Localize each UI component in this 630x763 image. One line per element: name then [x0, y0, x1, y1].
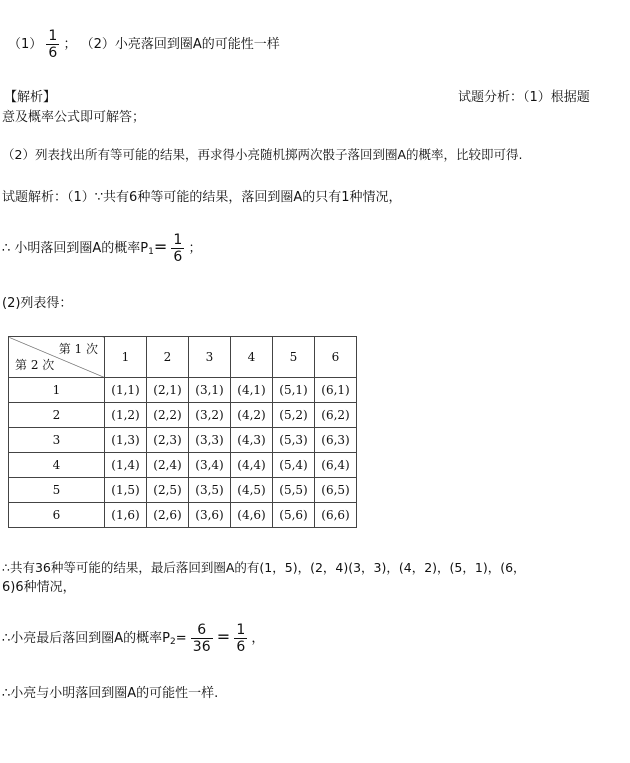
solution-p2-line	[2, 622, 264, 655]
row-label: 5	[9, 478, 105, 503]
table-cell: (2,5)	[147, 478, 189, 503]
table-cell: (1,5)	[105, 478, 147, 503]
table-row	[9, 428, 357, 453]
table-cell: (4,2)	[231, 403, 273, 428]
table-cell: (1,3)	[105, 428, 147, 453]
table-cell: (6,3)	[315, 428, 357, 453]
col-header-1: 1	[105, 337, 147, 378]
table-cell: (4,5)	[231, 478, 273, 503]
solution-p2-numerator-2: 1	[236, 622, 246, 638]
col-header-4: 4	[231, 337, 273, 378]
analysis-line2: 意及概率公式即可解答；	[2, 110, 146, 125]
solution-p1-numerator: 1	[173, 232, 183, 248]
answer-line	[8, 28, 280, 61]
answer-fraction	[46, 28, 59, 61]
table-cell: (4,3)	[231, 428, 273, 453]
row-label: 3	[9, 428, 105, 453]
solution-after-line1: ∴共有36种等可能的结果，最后落回到圈A的有(1，5)，(2，4)(3，3)，(4，2)，(5，1)，(6，	[2, 560, 526, 575]
solution-p2-end: ，	[251, 631, 265, 646]
solution-p1-denominator: 6	[173, 249, 183, 265]
header-second-roll: 第 2 次	[15, 358, 55, 372]
row-label: 4	[9, 453, 105, 478]
table-cell: (5,5)	[273, 478, 315, 503]
solution-p1-prefix: ∴ 小明落回到圈A的概率P	[2, 241, 149, 256]
table-cell: (6,2)	[315, 403, 357, 428]
answer-part2: （2）小亮落回到圈A的可能性一样	[80, 37, 280, 52]
solution-p1-eq: =	[153, 237, 168, 256]
solution-p1-end: ；	[188, 241, 202, 256]
solution-final: ∴小亮与小明落回到圈A的可能性一样.	[2, 686, 219, 701]
table-row	[9, 403, 357, 428]
table-cell: (6,4)	[315, 453, 357, 478]
table-cell: (2,6)	[147, 503, 189, 528]
solution-p2-denominator-2: 6	[236, 639, 246, 655]
solution-p2-denominator-1: 36	[192, 639, 211, 655]
table-row	[9, 378, 357, 403]
table-cell: (3,3)	[189, 428, 231, 453]
solution-p1-line	[2, 232, 202, 265]
table-cell: (3,4)	[189, 453, 231, 478]
solution-p2-numerator-1: 6	[191, 622, 213, 639]
solution-line1: 试题解析：（1）∵共有6种等可能的结果，落回到圈A的只有1种情况，	[2, 190, 402, 205]
table-header-row	[9, 337, 357, 378]
row-label: 2	[9, 403, 105, 428]
table-cell: (4,6)	[231, 503, 273, 528]
table-cell: (2,4)	[147, 453, 189, 478]
answer-fraction-numerator: 1	[48, 28, 58, 44]
col-header-3: 3	[189, 337, 231, 378]
solution-p2-prefix: ∴小亮最后落回到圈A的概率P	[2, 631, 171, 646]
answer-part1-label: （1）	[8, 37, 43, 52]
analysis-line3: （2）列表找出所有等可能的结果，再求得小亮随机掷两次骰子落回到圈A的概率，比较即可得.	[2, 147, 523, 162]
table-cell: (6,6)	[315, 503, 357, 528]
table-cell: (1,4)	[105, 453, 147, 478]
header-first-roll: 第 1 次	[58, 342, 98, 356]
table-cell: (3,2)	[189, 403, 231, 428]
row-label: 1	[9, 378, 105, 403]
table-cell: (4,4)	[231, 453, 273, 478]
solution-p1-fraction	[171, 232, 184, 265]
table-cell: (5,1)	[273, 378, 315, 403]
table-cell: (6,5)	[315, 478, 357, 503]
analysis-heading: 【解析】	[4, 90, 57, 105]
table-cell: (3,1)	[189, 378, 231, 403]
solution-p2-fraction-2	[234, 622, 247, 655]
answer-separator: ；	[63, 37, 77, 52]
solution-after-line2: 6)6种情况，	[2, 580, 76, 595]
solution-line3: (2)列表得：	[2, 296, 73, 311]
row-label: 6	[9, 503, 105, 528]
table-cell: (3,5)	[189, 478, 231, 503]
table-cell: (2,3)	[147, 428, 189, 453]
solution-p2-sub: 2	[170, 637, 176, 647]
table-corner-cell	[9, 337, 105, 378]
col-header-2: 2	[147, 337, 189, 378]
solution-p2-eq: =	[175, 631, 187, 646]
table-cell: (5,2)	[273, 403, 315, 428]
table-row	[9, 453, 357, 478]
col-header-6: 6	[315, 337, 357, 378]
table-cell: (1,1)	[105, 378, 147, 403]
table-cell: (5,6)	[273, 503, 315, 528]
col-header-5: 5	[273, 337, 315, 378]
table-cell: (5,3)	[273, 428, 315, 453]
table-row	[9, 503, 357, 528]
table-cell: (2,1)	[147, 378, 189, 403]
solution-p2-fraction-1	[191, 622, 213, 655]
table-cell: (1,6)	[105, 503, 147, 528]
table-cell: (5,4)	[273, 453, 315, 478]
table-cell: (2,2)	[147, 403, 189, 428]
table-cell: (1,2)	[105, 403, 147, 428]
analysis-right-text: 试题分析：（1）根据题	[458, 90, 590, 105]
solution-p2-eq2: =	[216, 627, 231, 646]
table-row	[9, 478, 357, 503]
table-cell: (4,1)	[231, 378, 273, 403]
answer-fraction-denominator: 6	[48, 45, 58, 61]
table-cell: (3,6)	[189, 503, 231, 528]
table-cell: (6,1)	[315, 378, 357, 403]
outcome-table	[8, 336, 357, 528]
solution-p1-sub: 1	[148, 247, 154, 257]
